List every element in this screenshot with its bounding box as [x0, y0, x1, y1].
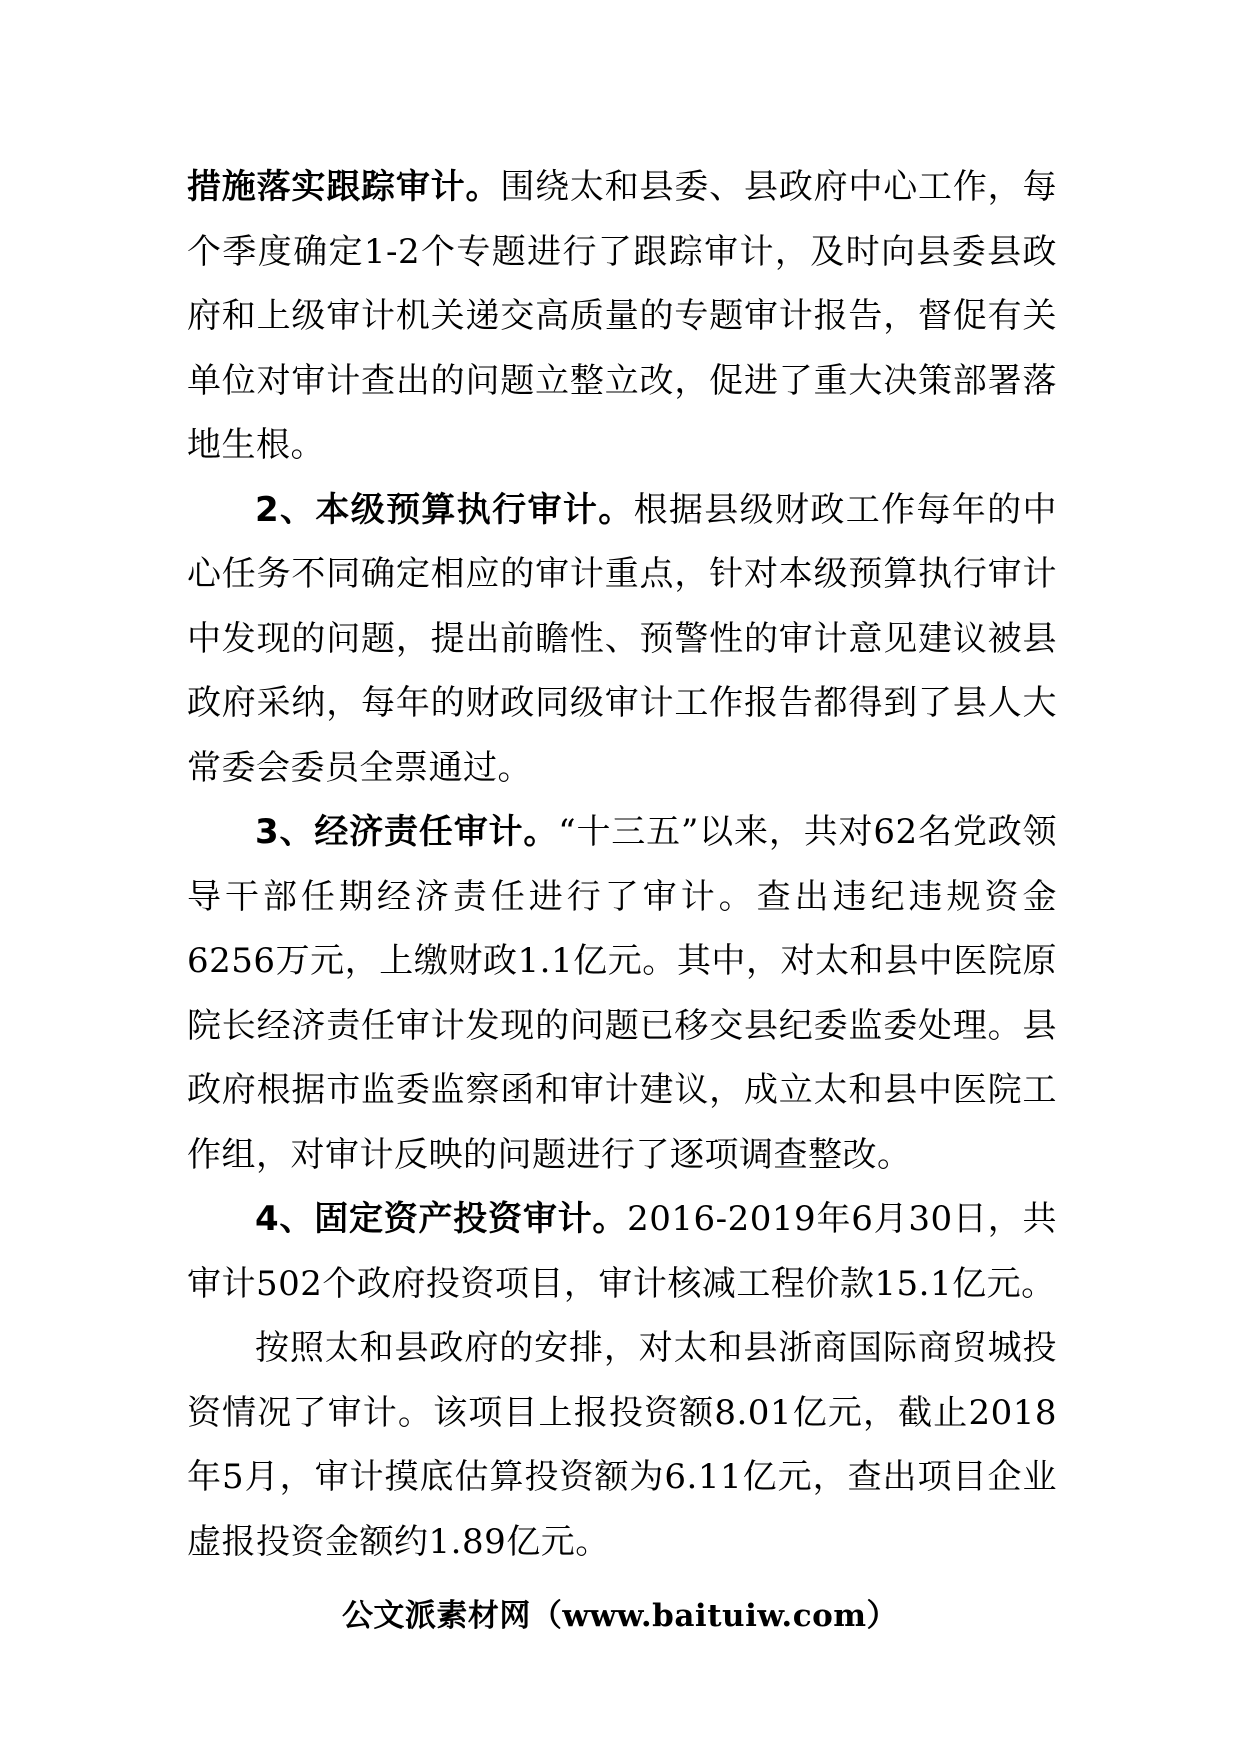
paragraph-heading: 2、本级预算执行审计。: [255, 489, 634, 530]
document-body: [187, 155, 1057, 1574]
paragraph-fixed-asset-audit: [187, 1187, 1057, 1316]
paragraph-heading: 措施落实跟踪审计。: [187, 167, 501, 207]
paragraph-text: 2016-2019年6月30日，共审计502个政府投资项目，审计核减工程价款15.1亿元。: [187, 1199, 1057, 1304]
paragraph-text: 按照太和县政府的安排，对太和县浙商国际商贸城投资情况了审计。该项目上报投资额8.01亿元，截止2018年5月，审计摸底估算投资额为6.11亿元，查出项目企业虚报投资金额约1.89亿元。: [187, 1328, 1057, 1562]
paragraph-heading: 4、固定资产投资审计。: [255, 1199, 628, 1239]
paragraph-budget-audit: [187, 478, 1057, 801]
paragraph-heading: 3、经济责任审计。: [255, 812, 559, 852]
paragraph-text: “十三五”以来，共对62名党政领导干部任期经济责任进行了审计。查出违纪违规资金6256万元，上缴财政1.1亿元。其中，对太和县中医院原院长经济责任审计发现的问题已移交县纪委监委处理。县政府根据市监委监察函和审计建议，成立太和县中医院工作组，对审计反映的问题进行了逐项调查整改。: [187, 812, 1057, 1175]
paragraph-economic-responsibility-audit: [187, 800, 1057, 1187]
source-footer: 公文派素材网（www.baituiw.com）: [341, 1598, 899, 1634]
paragraph-text: 根据县级财政工作每年的中心任务不同确定相应的审计重点，针对本级预算执行审计中发现的问题，提出前瞻性、预警性的审计意见建议被县政府采纳，每年的财政同级审计工作报告都得到了县人大常委会委员全票通过。: [187, 489, 1057, 788]
paragraph-text: 围绕太和县委、县政府中心工作，每个季度确定1-2个专题进行了跟踪审计，及时向县委县政府和上级审计机关递交高质量的专题审计报告，督促有关单位对审计查出的问题立整立改，促进了重大决策部署落地生根。: [187, 167, 1057, 465]
paragraph-trade-city-audit: [187, 1316, 1057, 1574]
paragraph-tracking-audit: [187, 155, 1057, 478]
